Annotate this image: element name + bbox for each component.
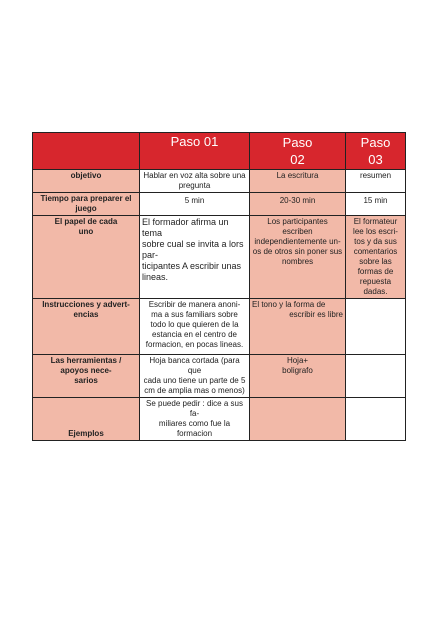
objetivo-paso-02: La escritura: [250, 170, 346, 193]
herramientas-paso-02: Hoja+ boligrafo: [250, 355, 346, 398]
tiempo-paso-02: 20-30 min: [250, 193, 346, 216]
ejemplos-paso-03: [346, 398, 406, 441]
row-ejemplos: [33, 398, 406, 441]
header-row: [33, 133, 406, 170]
instrucciones-paso-01: Escribir de manera anoni- ma a sus familiars sobre todo lo que quieren de la estancia en el centro de formacion, en pocas lineas.: [140, 299, 250, 355]
label-herramientas: Las herramientas / apoyos nece- sarios: [33, 355, 140, 398]
row-papel: [33, 216, 406, 299]
header-empty-cell: [33, 133, 140, 170]
instrucciones-paso-03: [346, 299, 406, 355]
ejemplos-paso-01: Se puede pedir : dice a sus fa- miliares como fue la formacion: [140, 398, 250, 441]
row-instrucciones: [33, 299, 406, 355]
instrucciones-paso-02: El tono y la forma de escribir es libre: [250, 299, 346, 355]
objetivo-paso-03: resumen: [346, 170, 406, 193]
header-paso-03: Paso 03: [346, 133, 406, 170]
label-instrucciones: Instrucciones y advert- encias: [33, 299, 140, 355]
herramientas-paso-01: Hoja banca cortada (para que cada uno tiene un parte de 5 cm de amplia mas o menos): [140, 355, 250, 398]
tiempo-paso-03: 15 min: [346, 193, 406, 216]
label-objetivo: objetivo: [33, 170, 140, 193]
label-papel: El papel de cada uno: [33, 216, 140, 299]
row-objetivo: [33, 170, 406, 193]
label-ejemplos: Ejemplos: [33, 398, 140, 441]
herramientas-paso-03: [346, 355, 406, 398]
ejemplos-paso-02: [250, 398, 346, 441]
row-tiempo: [33, 193, 406, 216]
tiempo-paso-01: 5 min: [140, 193, 250, 216]
label-tiempo: Tiempo para preparer el juego: [33, 193, 140, 216]
header-paso-02: Paso 02: [250, 133, 346, 170]
header-paso-01: Paso 01: [140, 133, 250, 170]
objetivo-paso-01: Hablar en voz alta sobre una pregunta: [140, 170, 250, 193]
papel-paso-02: Los participantes escriben independientemente un- os de otros sin poner sus nombres: [250, 216, 346, 299]
row-herramientas: [33, 355, 406, 398]
papel-paso-03: El formateur lee los escri- tos y da sus comentarios sobre las formas de repuesta dadas.: [346, 216, 406, 299]
activity-table: [32, 132, 406, 441]
papel-paso-01: El formador afirma un tema sobre cual se invita a lors par- ticipantes A escribir unas lineas.: [140, 216, 250, 299]
